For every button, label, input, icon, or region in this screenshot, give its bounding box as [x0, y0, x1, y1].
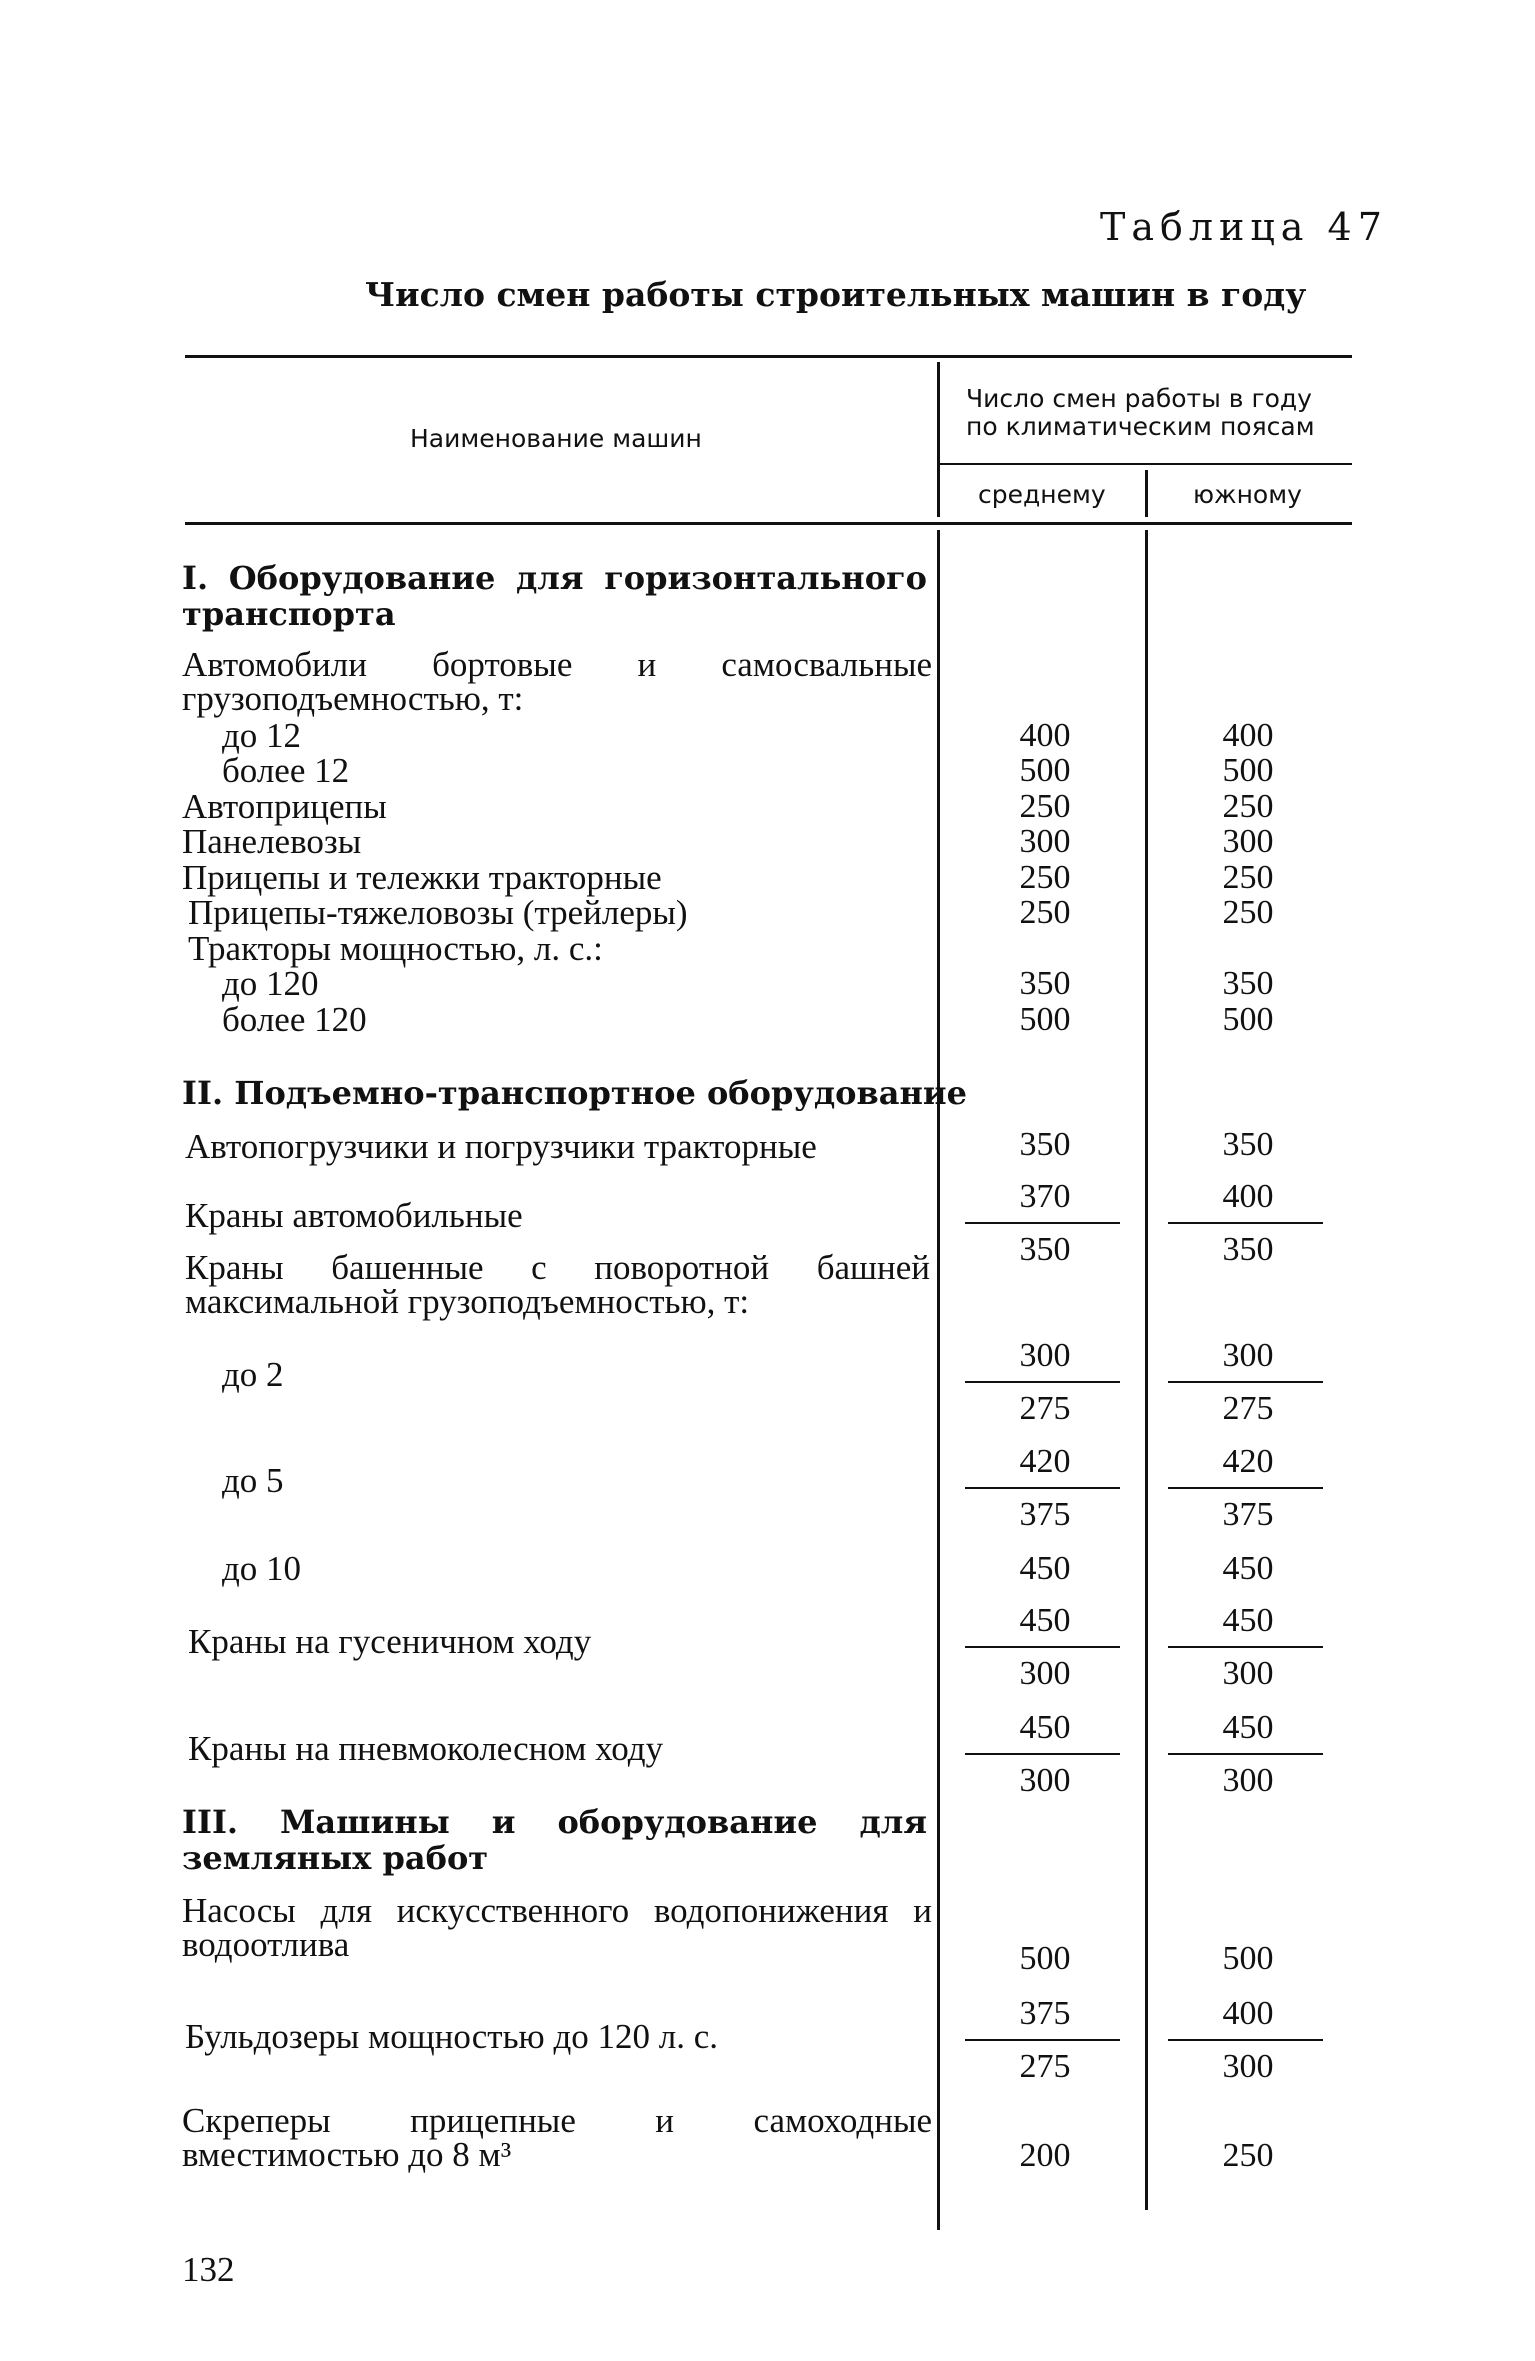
- cell-mid-bottom: 375: [1019, 1496, 1071, 1533]
- section-heading: [182, 1075, 967, 1111]
- cell-south: 250: [1222, 859, 1274, 896]
- cell-mid-bottom: 300: [1019, 1762, 1071, 1799]
- row-name: Автомобили бортовые и самосвальные грузоподъемностью, т:: [182, 645, 932, 718]
- fraction-bar: [1168, 1487, 1323, 1489]
- section-label: I. Оборудование для горизонтального транспорта: [182, 559, 927, 633]
- row-name: Автоприцепы: [182, 787, 387, 826]
- cell-south-top: 400: [1222, 1178, 1274, 1215]
- row-name: Краны на гусеничном ходу: [188, 1622, 592, 1661]
- header-name-col: Наименование машин: [410, 424, 702, 453]
- cell-south-top: 420: [1222, 1443, 1274, 1480]
- cell-mid-top: 450: [1019, 1709, 1071, 1746]
- fraction-bar: [1168, 2039, 1323, 2041]
- fraction-bar: [965, 1646, 1120, 1648]
- page-number: 132: [182, 2250, 235, 2289]
- row-name: более 120: [222, 1000, 367, 1039]
- row-name: Прицепы и тележки тракторные: [182, 858, 662, 897]
- cell-mid-top: 300: [1019, 1337, 1071, 1374]
- row-name: Автопогрузчики и погрузчики тракторные: [185, 1127, 817, 1166]
- row-name: более 12: [222, 751, 350, 790]
- header-group-rule: [940, 463, 1352, 465]
- cell-south: 350: [1222, 965, 1274, 1002]
- fraction-bar: [1168, 1381, 1323, 1383]
- fraction-bar: [1168, 1646, 1323, 1648]
- row-name: Краны башенные с поворотной башней максимальной грузоподъемностью, т:: [185, 1248, 930, 1321]
- cell-south: 450: [1222, 1550, 1274, 1587]
- cell-south: 500: [1222, 1940, 1274, 1977]
- body-divider-left: [937, 530, 940, 2230]
- cell-mid: 400: [1019, 717, 1071, 754]
- row-name: Панелевозы: [182, 822, 362, 861]
- fraction-bar: [1168, 1753, 1323, 1755]
- cell-mid: 350: [1019, 1126, 1071, 1163]
- row-name: Прицепы-тяжеловозы (трейлеры): [188, 893, 688, 932]
- cell-south: 500: [1222, 1001, 1274, 1038]
- cell-mid-bottom: 300: [1019, 1655, 1071, 1692]
- header-top-rule: [185, 355, 1352, 358]
- fraction-bar: [1168, 1222, 1323, 1224]
- fraction-bar: [965, 1381, 1120, 1383]
- cell-south: 250: [1222, 894, 1274, 931]
- cell-mid: 300: [1019, 823, 1071, 860]
- cell-south: 250: [1222, 2137, 1274, 2174]
- cell-south: 300: [1222, 823, 1274, 860]
- row-name: Краны автомобильные: [185, 1196, 523, 1235]
- cell-south-top: 450: [1222, 1602, 1274, 1639]
- header-col-mid: среднему: [978, 480, 1106, 509]
- fraction-bar: [965, 1487, 1120, 1489]
- row-name: до 12: [222, 716, 302, 755]
- row-name: Бульдозеры мощностью до 120 л. с.: [185, 2017, 718, 2056]
- body-divider-right: [1145, 530, 1148, 2210]
- cell-south-bottom: 375: [1222, 1496, 1274, 1533]
- table-label: Таблица 47: [1100, 205, 1388, 249]
- cell-mid: 250: [1019, 859, 1071, 896]
- cell-south: 400: [1222, 717, 1274, 754]
- cell-south-bottom: 300: [1222, 1762, 1274, 1799]
- cell-south-bottom: 300: [1222, 1655, 1274, 1692]
- row-name: Насосы для искусственного водопонижения и водоотлива: [182, 1891, 932, 1964]
- row-name: до 5: [222, 1461, 284, 1500]
- section-label: III. Машины и оборудование для земляных работ: [182, 1803, 927, 1877]
- cell-mid-top: 370: [1019, 1178, 1071, 1215]
- cell-mid: 250: [1019, 894, 1071, 931]
- cell-south-bottom: 275: [1222, 1390, 1274, 1427]
- cell-mid-bottom: 275: [1019, 2048, 1071, 2085]
- header-group: Число смен работы в году по климатическим поясам: [966, 384, 1315, 441]
- cell-mid: 250: [1019, 788, 1071, 825]
- cell-south-bottom: 300: [1222, 2048, 1274, 2085]
- row-name: Скреперы прицепные и самоходные вместимостью до 8 м³: [182, 2101, 932, 2174]
- section-heading: [182, 560, 927, 632]
- cell-mid: 350: [1019, 965, 1071, 1002]
- fraction-bar: [965, 2039, 1120, 2041]
- cell-south-top: 400: [1222, 1995, 1274, 2032]
- cell-south: 350: [1222, 1126, 1274, 1163]
- cell-south-bottom: 350: [1222, 1231, 1274, 1268]
- cell-mid-top: 450: [1019, 1602, 1071, 1639]
- cell-mid-bottom: 275: [1019, 1390, 1071, 1427]
- cell-mid: 500: [1019, 1940, 1071, 1977]
- header-col-divider: [1145, 470, 1148, 517]
- cell-mid-top: 420: [1019, 1443, 1071, 1480]
- row-name: Краны на пневмоколесном ходу: [188, 1729, 664, 1768]
- cell-south-top: 300: [1222, 1337, 1274, 1374]
- cell-mid: 500: [1019, 752, 1071, 789]
- fraction-bar: [965, 1753, 1120, 1755]
- cell-mid: 500: [1019, 1001, 1071, 1038]
- table-title: Число смен работы строительных машин в году: [365, 275, 1307, 314]
- cell-south-top: 450: [1222, 1709, 1274, 1746]
- cell-mid: 450: [1019, 1550, 1071, 1587]
- fraction-bar: [965, 1222, 1120, 1224]
- header-col-south: южному: [1193, 480, 1302, 509]
- row-name: до 2: [222, 1355, 284, 1394]
- cell-mid-top: 375: [1019, 1995, 1071, 2032]
- header-bottom-rule: [185, 522, 1352, 525]
- cell-mid-bottom: 350: [1019, 1231, 1071, 1268]
- section-label: II. Подъемно-транспортное оборудование: [182, 1074, 967, 1112]
- row-name: до 120: [222, 964, 319, 1003]
- header-divider: [937, 362, 940, 517]
- cell-mid: 200: [1019, 2137, 1071, 2174]
- section-heading: [182, 1804, 927, 1876]
- cell-south: 500: [1222, 752, 1274, 789]
- row-name: до 10: [222, 1549, 302, 1588]
- row-name: Тракторы мощностью, л. с.:: [188, 929, 603, 968]
- cell-south: 250: [1222, 788, 1274, 825]
